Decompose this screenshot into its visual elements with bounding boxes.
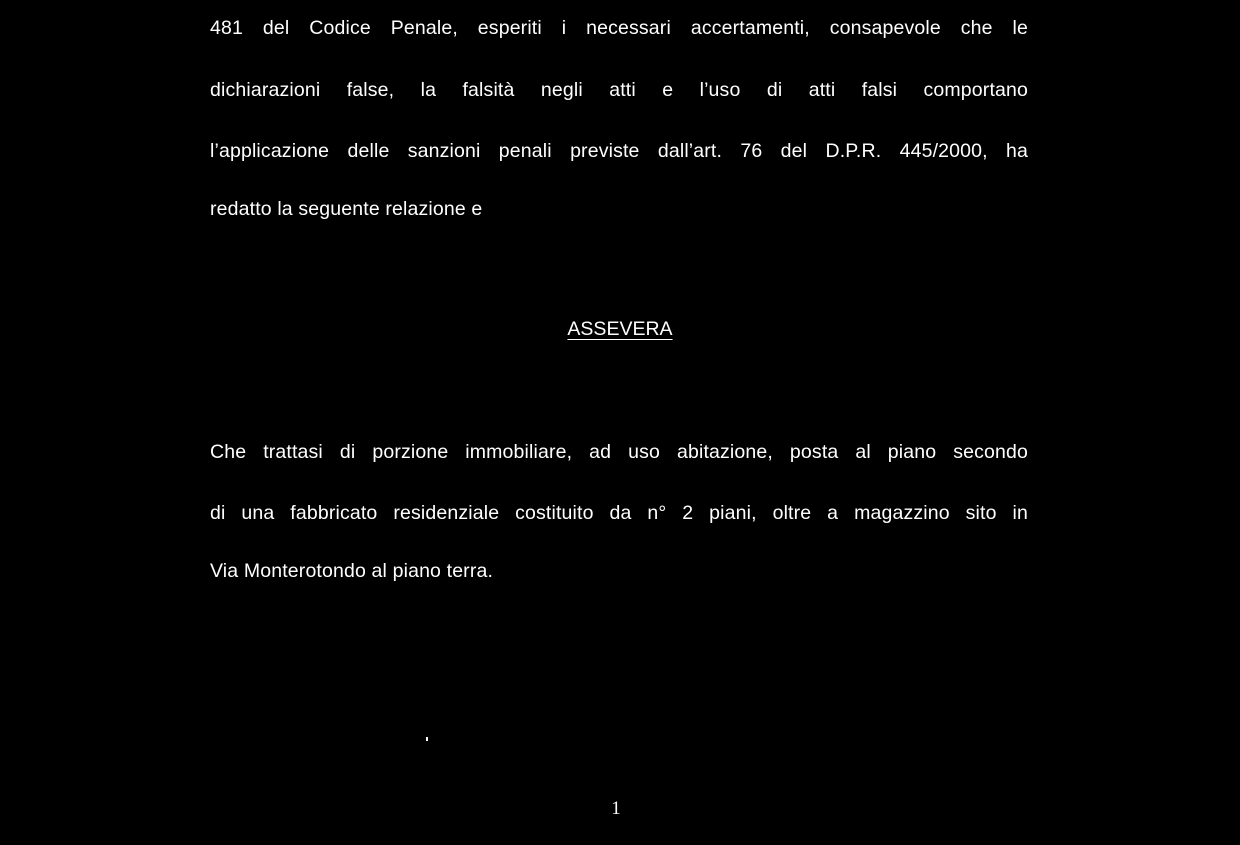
paragraph-line-5: Che trattasi di porzione immobiliare, ad uso abitazione, posta al piano secondo: [210, 441, 1028, 463]
paragraph-line-1: 481 del Codice Penale, esperiti i necessari accertamenti, consapevole che le: [210, 17, 1028, 39]
paragraph-line-4: redatto la seguente relazione e: [210, 198, 483, 220]
page-number: 1: [611, 798, 621, 819]
section-heading: [0, 316, 1240, 342]
paragraph-line-3: l’applicazione delle sanzioni penali previste dall’art. 76 del D.P.R. 445/2000, ha: [210, 140, 1028, 162]
paragraph-line-2: dichiarazioni false, la falsità negli atti e l’uso di atti falsi comportano: [210, 79, 1028, 101]
paragraph-line-6: di una fabbricato residenziale costituito da n° 2 piani, oltre a magazzino sito in: [210, 502, 1028, 524]
heading-text: ASSEVERA: [567, 318, 673, 340]
paragraph-line-7: Via Monterotondo al piano terra.: [210, 560, 494, 582]
scan-speck: [426, 737, 428, 741]
